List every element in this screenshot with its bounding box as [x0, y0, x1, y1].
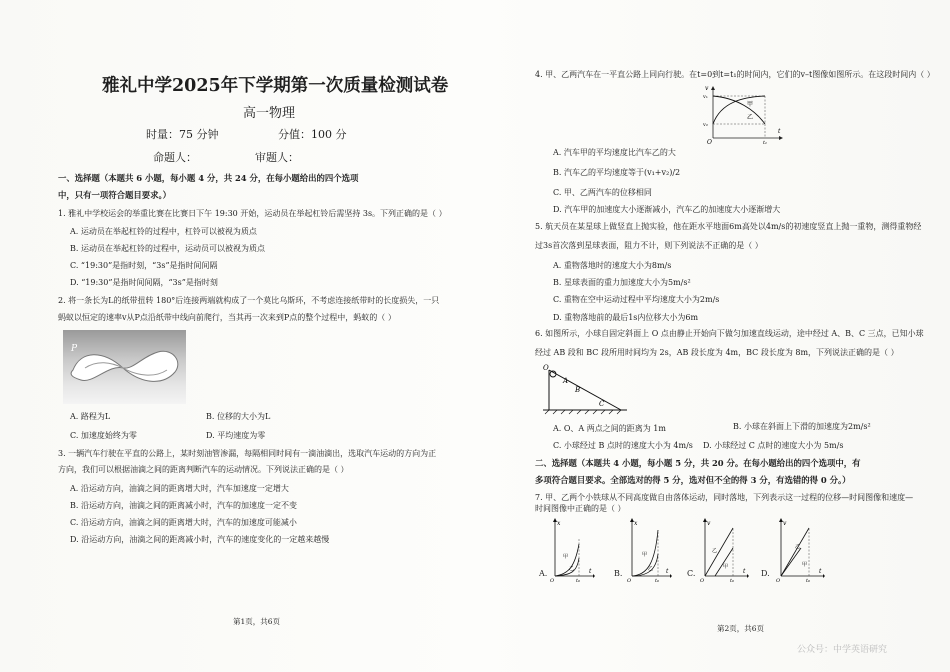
q4-curve-jia [713, 96, 765, 124]
q6-incline-figure [543, 364, 633, 416]
q4-option-b: B. 汽车乙的平均速度等于(v₁+v₂)/2 [553, 168, 681, 177]
page-2 [535, 0, 945, 672]
q6-option-b: B. 小球在斜面上下滑的加速度为2m/s² [733, 422, 871, 431]
q3-stem-line2: 方向，我们可以根据油滴之间的距离判断汽车的运动情况。下列说法正确的是（ ） [58, 465, 349, 474]
page-1 [58, 0, 478, 672]
q6-option-d: D. 小球经过 C 点时的速度大小为 5m/s [703, 441, 844, 450]
q7-c-y-axis: v [707, 520, 711, 527]
q3-option-a: A. 沿运动方向，油滴之间的距离增大时，汽车加速度一定增大 [70, 484, 289, 493]
q5-option-d: D. 重物落地前的最后1s内位移大小为6m [553, 313, 699, 322]
q5-stem-line2: 过3s首次落到星球表面，阻力不计，则下列说法不正确的是（ ） [535, 241, 763, 250]
q7-d-t0: t₀ [806, 578, 811, 584]
q4-yi-label: 乙 [747, 114, 754, 121]
q4-jia-label: 甲 [747, 101, 754, 108]
q7-b-origin: O [627, 578, 632, 584]
q7-d-y-axis: v [783, 520, 787, 527]
q4-t1-label: t₁ [763, 140, 768, 146]
q7-stem-line2: 时间图像中正确的是（ ） [535, 504, 626, 513]
q7-c-origin: O [700, 578, 705, 584]
q7-d-curve1: 乙 [795, 544, 801, 550]
q6-point-o: O [543, 364, 549, 372]
q5-option-a: A. 重物落地时的速度大小为8m/s [553, 261, 672, 270]
q6-point-a: A [563, 377, 569, 385]
total-score: 分值：100 分 [278, 128, 347, 141]
q7-option-b-label[interactable]: B. [614, 569, 623, 578]
q6-option-c: C. 小球经过 B 点时的速度大小为 4m/s [553, 441, 693, 450]
q7-a-curve1: 甲 [563, 554, 569, 560]
q4-option-a: A. 汽车甲的平均速度比汽车乙的大 [553, 148, 676, 157]
q7-d-x-axis: t [819, 568, 822, 575]
q7-d-origin: O [776, 578, 781, 584]
setter-label: 命题人： [153, 151, 197, 164]
q5-option-b: B. 星球表面的重力加速度大小为5m/s² [553, 278, 691, 287]
q4-x-axis-label: t [778, 128, 781, 135]
q4-origin-label: O [707, 139, 712, 146]
q7-option-c-label[interactable]: C. [687, 569, 696, 578]
q6-stem-line2: 经过 AB 段和 BC 段所用时间均为 2s，AB 段长度为 4m，BC 段长度为 8m，下列说法正确的是（ ） [535, 348, 899, 357]
q7-a-curve2: 乙 [569, 566, 575, 572]
q4-vt-graph [703, 86, 783, 144]
q7-option-d-graph[interactable] [775, 518, 825, 584]
q7-a-origin: O [550, 578, 555, 584]
q7-a-y-axis: x [557, 520, 561, 527]
q4-option-c: C. 甲、乙两汽车的位移相同 [553, 188, 652, 197]
subject-title: 高一物理 [243, 106, 296, 121]
q7-d-curve2: 甲 [802, 562, 808, 568]
q2-option-b: B. 位移的大小为L [206, 412, 271, 421]
q7-a-x-axis: t [589, 568, 592, 575]
q6-point-c: C [599, 400, 605, 408]
q7-option-a-label[interactable]: A. [539, 569, 548, 578]
q2-option-c: C. 加速度始终为零 [70, 431, 137, 440]
point-p-label: P [71, 344, 78, 354]
q7-b-t0: t₀ [655, 578, 660, 584]
section1-heading-line1: 一、选择题（本题共 6 小题，每小题 4 分，共 24 分，在每小题给出的四个选项 [58, 173, 359, 183]
q2-option-a: A. 路程为L [70, 412, 111, 421]
page-1-footer: 第1页，共6页 [233, 617, 281, 626]
q7-option-d-label[interactable]: D. [761, 569, 770, 578]
q2-stem-line2: 蚂蚁以恒定的速率v从P点沿纸带中线向前爬行，当其再一次来到P点的整个过程中，蚂蚁的（ ） [58, 313, 396, 322]
section1-heading-line2: 中，只有一项符合题目要求。） [58, 190, 172, 200]
q6-stem-line1: 6. 如图所示，小球自固定斜面上 O 点由静止开始向下做匀加速直线运动，途中经过 A、B、C 三点，已知小球 [535, 329, 924, 338]
watermark-text: 公众号：中学英语研究 [797, 645, 888, 655]
q7-c-curve1: 乙 [712, 548, 718, 554]
q2-stem-line1: 2. 将一条长为L的纸带扭转 180°后连接两端就构成了一个莫比乌斯环，不考虑连接纸带时的长度损失，一只 [58, 296, 440, 305]
q7-b-curve2: 乙 [648, 566, 654, 572]
q7-c-x-axis: t [743, 568, 746, 575]
q3-option-b: B. 沿运动方向，油滴之间的距离减小时，汽车的加速度一定不变 [70, 501, 297, 510]
q7-b-y-axis: x [634, 520, 638, 527]
q7-stem-line1: 7. 甲、乙两个小铁球从不同高度做自由落体运动，同时落地，下列表示这一过程的位移—时间图像和速度— [535, 493, 914, 502]
q6-option-a: A. O、A 两点之间的距离为 1m [553, 424, 666, 433]
q3-option-d: D. 沿运动方向，油滴之间的距离减小时，汽车的速度变化的一定越来越慢 [70, 535, 330, 544]
q4-v2-label: v₂ [703, 122, 708, 128]
q3-option-c: C. 沿运动方向，油滴之间的距离增大时，汽车的加速度可能减小 [70, 518, 297, 527]
q7-c-curve2: 甲 [723, 564, 729, 570]
q1-stem: 1. 雅礼中学校运会的举重比赛在比赛日下午 19:30 开始，运动员在举起杠铃后需坚持 3s。下列正确的是（ ） [58, 209, 447, 218]
q7-option-c-graph[interactable] [699, 518, 749, 584]
q7-c-t0: t₀ [730, 578, 735, 584]
q7-option-b-graph[interactable] [626, 518, 672, 584]
reviewer-label: 审题人： [255, 151, 299, 164]
q4-option-d: D. 汽车甲的加速度大小逐渐减小，汽车乙的加速度大小逐渐增大 [553, 205, 781, 214]
q3-stem-line1: 3. 一辆汽车行驶在平直的公路上，某时刻油管渗漏，每隔相同时间有一滴油滴出，选取汽车运动的方向为正 [58, 449, 437, 458]
page-2-footer: 第2页，共6页 [717, 624, 765, 633]
q5-stem-line1: 5. 航天员在某星球上做竖直上抛实验，他在距水平地面6m高处以4m/s的初速度竖直上抛一重物，测得重物经 [535, 222, 922, 231]
q4-stem: 4. 甲、乙两汽车在一平直公路上同向行驶。在t=0到t=t₁的时间内，它们的v–t图像如图所示。在这段时间内（ ） [535, 70, 935, 79]
exam-title: 雅礼中学2025年下学期第一次质量检测试卷 [102, 76, 449, 96]
q7-b-curve1: 甲 [642, 552, 648, 558]
mobius-strip-figure [63, 330, 186, 404]
q5-option-c: C. 重物在空中运动过程中平均速度大小为2m/s [553, 295, 720, 304]
q1-option-c: C. “19:30”是指时刻，“3s”是指时间间隔 [70, 261, 218, 270]
q6-point-b: B [575, 386, 581, 394]
q7-b-x-axis: t [666, 568, 669, 575]
q1-option-b: B. 运动员在举起杠铃的过程中，运动员可以被视为质点 [70, 244, 265, 253]
q1-option-d: D. “19:30”是指时间间隔，“3s”是指时刻 [70, 278, 218, 287]
q7-a-t0: t₀ [576, 578, 581, 584]
time-limit: 时量：75 分钟 [146, 128, 219, 141]
q7-option-a-graph[interactable] [549, 518, 595, 584]
section2-heading-line2: 多项符合题目要求。全部选对的得 5 分，选对但不全的得 3 分，有选错的得 0 分。） [535, 475, 851, 485]
q4-y-axis-label: v [705, 85, 709, 92]
mobius-strip-drawing [63, 330, 186, 404]
q2-option-d: D. 平均速度为零 [206, 431, 266, 440]
q4-v1-label: v₁ [703, 94, 708, 100]
section2-heading-line1: 二、选择题（本题共 4 小题，每小题 5 分，共 20 分。在每小题给出的四个选项中，有 [535, 458, 861, 468]
q1-option-a: A. 运动员在举起杠铃的过程中，杠铃可以被视为质点 [70, 227, 257, 236]
